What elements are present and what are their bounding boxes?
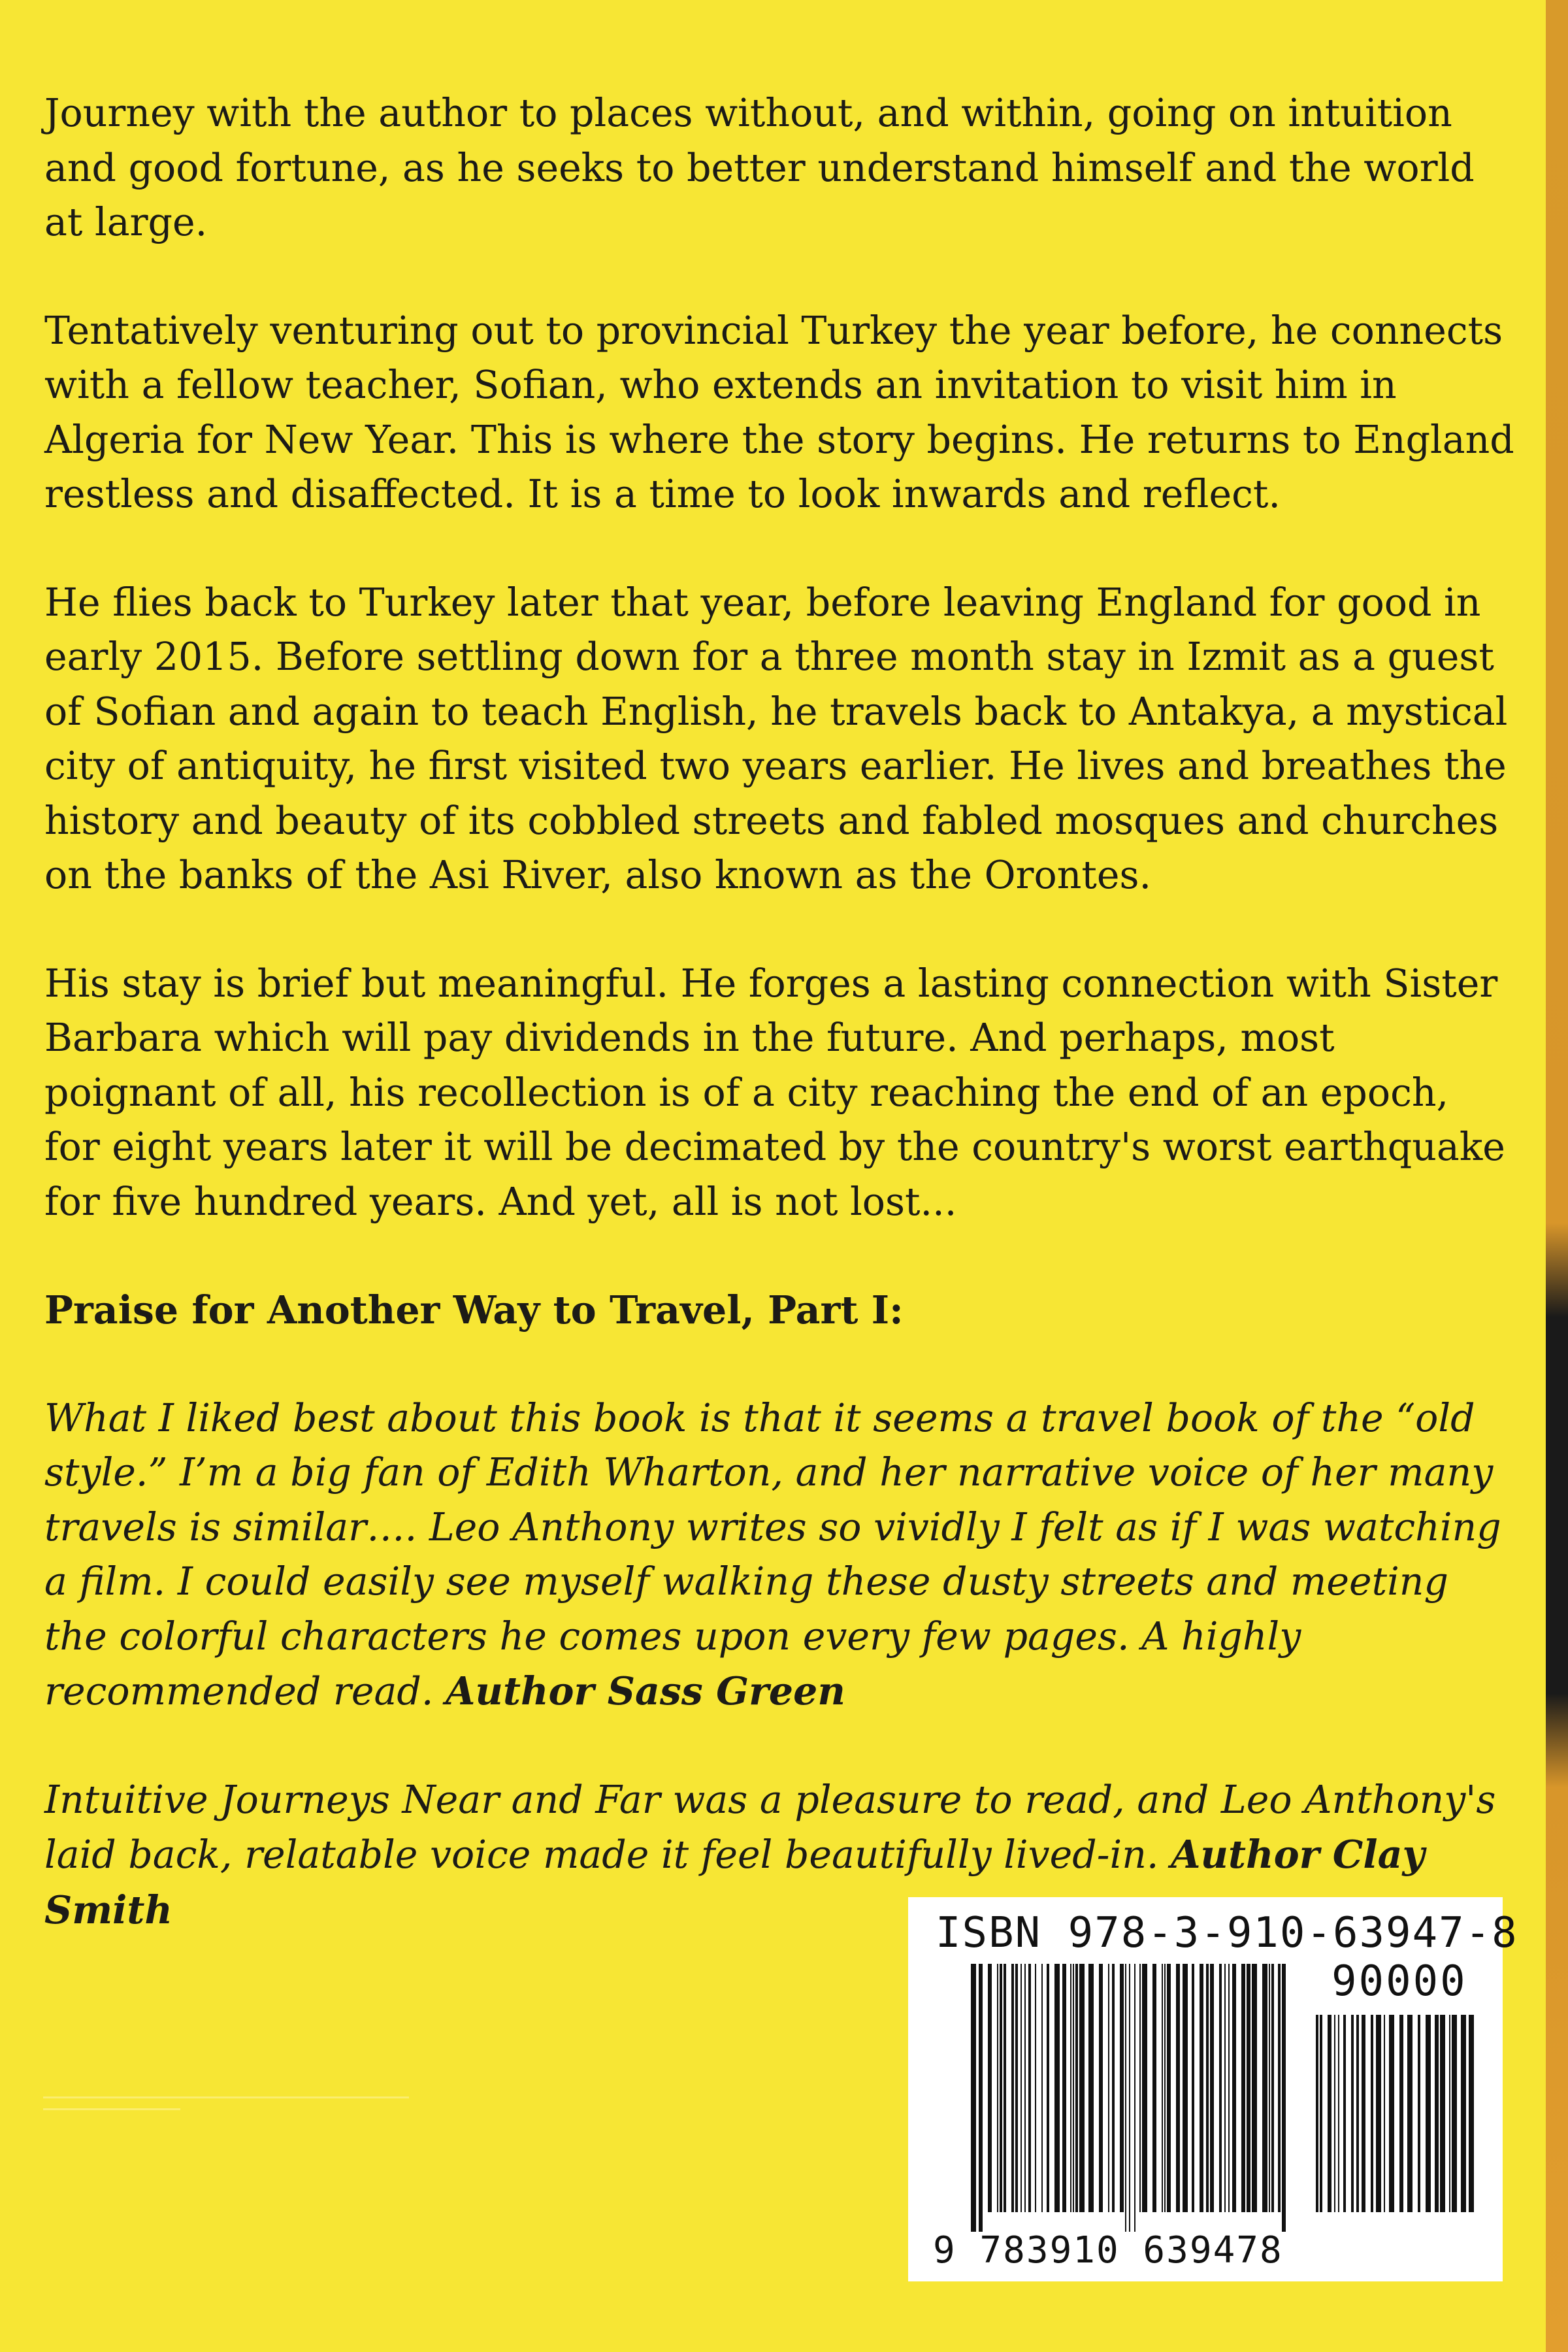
barcode-bar <box>1351 2015 1354 2212</box>
barcode-bar <box>1418 2015 1420 2212</box>
barcode-bar <box>1343 2015 1346 2212</box>
cover-text-block <box>44 86 1514 1991</box>
barcode-bar <box>1224 1964 1226 2212</box>
barcode-bar <box>1142 1964 1147 2212</box>
barcode-bar <box>1047 1964 1049 2212</box>
barcode-bar <box>971 1964 976 2232</box>
barcode-bar <box>1232 1964 1236 2212</box>
barcode-bar <box>1054 1964 1060 2212</box>
ean-barcode <box>971 1964 1288 2232</box>
barcode-bar <box>1219 1964 1222 2212</box>
barcode-bar <box>1247 1964 1250 2212</box>
barcode-bar <box>1041 1964 1043 2212</box>
barcode-bar <box>1000 1964 1002 2212</box>
barcode-box <box>908 1897 1518 2281</box>
barcode-bar <box>1334 2015 1335 2212</box>
review-1 <box>44 1391 1514 1719</box>
barcode-bar <box>1192 1964 1194 2212</box>
barcode-bar <box>1088 1964 1094 2212</box>
barcode-bar <box>1139 1964 1141 2212</box>
barcode-bar <box>1338 2015 1339 2212</box>
barcode-bar <box>1389 2015 1394 2212</box>
barcode-bar <box>1461 2015 1466 2212</box>
price-addon-label: 90000 <box>1331 1957 1467 2006</box>
praise-heading: Praise for Another Way to Travel, Part I: <box>44 1287 904 1333</box>
barcode-bar <box>1440 2015 1445 2212</box>
barcode-bar <box>1120 1964 1124 2212</box>
barcode-bar <box>1152 1964 1156 2212</box>
barcode-bar <box>1362 2015 1365 2212</box>
barcode-bar <box>1206 1964 1209 2212</box>
review-2-author: Author Clay Smith <box>44 1832 1425 1932</box>
barcode-bar <box>1262 1964 1267 2212</box>
barcode-bar <box>1028 1964 1031 2212</box>
barcode-bar <box>1073 1964 1074 2212</box>
barcode-bar <box>1282 1964 1286 2232</box>
barcode-bar <box>997 1964 998 2212</box>
review-2-quote: Intuitive Journeys Near and Far was a pleasure to read, and Leo Anthony's laid back, relatable voice made it feel beautifully lived-in. <box>44 1777 1496 1877</box>
barcode-bar <box>1320 2015 1322 2212</box>
barcode-bar <box>1125 1964 1126 2232</box>
barcode-bar <box>1024 1964 1026 2212</box>
barcode-bar <box>1200 1964 1203 2212</box>
barcode-bar <box>1271 1964 1274 2212</box>
barcode-bar <box>1004 1964 1006 2212</box>
barcode-bar <box>1134 1964 1135 2232</box>
barcode-bar <box>1035 1964 1036 2212</box>
barcode-bar <box>1176 1964 1180 2212</box>
barcode-bar <box>1015 1964 1018 2212</box>
spine-edge <box>1546 0 1568 2352</box>
barcode-bar <box>1371 2015 1373 2212</box>
ean-digits: 9 783910 639478 <box>933 2229 1283 2272</box>
blurb-paragraph-3: He flies back to Turkey later that year, before leaving England for good in early 2015. Before settling down for a three month stay in Izmit as a guest of Sofian and again to teach English, he travels back to Antakya, a mystical city of antiquity, he first visited two years earlier. He lives and breathes the history and beauty of its cobbled streets and fabled mosques and churches on the banks of the Asi River, also known as the Orontes. <box>44 580 1508 897</box>
barcode-bar <box>1241 1964 1245 2212</box>
barcode-bar <box>1210 1964 1214 2212</box>
faint-rule <box>43 2096 409 2098</box>
barcode-bar <box>1079 1964 1085 2212</box>
barcode-bar <box>1328 2015 1331 2212</box>
barcode-bar <box>1407 2015 1413 2212</box>
blurb-paragraph-2: Tentatively venturing out to provincial Turkey the year before, he connects with a fellow teacher, Sofian, who extends an invitation to visit him in Algeria for New Year. This is where the story begins. He returns to England restless and disaffected. It is a time to look inwards and reflect. <box>44 308 1514 516</box>
barcode-bar <box>1269 1964 1270 2212</box>
barcode-bar <box>1384 2015 1385 2212</box>
barcode-bar <box>1129 1964 1130 2232</box>
isbn-label: ISBN 978-3-910-63947-8 <box>936 1909 1518 1957</box>
barcode-bar <box>1452 2015 1457 2212</box>
barcode-bar <box>1449 2015 1450 2212</box>
barcode-bar <box>1075 1964 1078 2212</box>
barcode-bar <box>979 1964 983 2232</box>
blurb-paragraph-4: His stay is brief but meaningful. He forges a lasting connection with Sister Barbara which will pay dividends in the future. And perhaps, most poignant of all, his recollection is of a city reaching the end of an epoch, for eight years later it will be decimated by the country's worst earthquake for five hundred years. And yet, all is not lost... <box>44 961 1505 1224</box>
barcode-bar <box>1108 1964 1109 2212</box>
barcode-bar <box>1278 1964 1281 2212</box>
barcode-bar <box>1356 2015 1359 2212</box>
barcode-bar <box>1021 1964 1022 2212</box>
blurb-paragraph-1: Journey with the author to places without, and within, going on intuition and good fortune, as he seeks to better understand himself and the world at large. <box>44 91 1475 244</box>
barcode-bar <box>988 1964 992 2212</box>
barcode-bar <box>1070 1964 1071 2212</box>
barcode-bar <box>1011 1964 1014 2212</box>
barcode-bar <box>1316 2015 1318 2212</box>
barcode-bar <box>1399 2015 1403 2212</box>
barcode-bar <box>1435 2015 1439 2212</box>
barcode-bar <box>1162 1964 1163 2212</box>
addon-barcode <box>1316 2015 1479 2232</box>
barcode-bar <box>1167 1964 1171 2212</box>
barcode-bar <box>1426 2015 1431 2212</box>
barcode-bar <box>1112 1964 1115 2212</box>
barcode-bar <box>1183 1964 1188 2212</box>
barcode-bar <box>1099 1964 1103 2212</box>
review-1-author: Author Sass Green <box>446 1668 845 1714</box>
barcode-bar <box>1062 1964 1066 2212</box>
review-1-quote: What I liked best about this book is that it seems a travel book of the “old style.” I’m a big fan of Edith Wharton, and her narrative voice of her many travels is similar…. Leo Anthony writes so vividly I felt as if I was watching a film. I could easily see myself walking these dusty streets and meeting the colorful characters he comes upon every few pages. A highly recommended read. <box>44 1395 1501 1714</box>
barcode-bar <box>1164 1964 1166 2212</box>
barcode-bar <box>1252 1964 1257 2212</box>
barcode-bar <box>1228 1964 1230 2212</box>
faint-rule-short <box>43 2108 180 2110</box>
barcode-bar <box>1376 2015 1381 2212</box>
barcode-bar <box>1469 2015 1474 2212</box>
